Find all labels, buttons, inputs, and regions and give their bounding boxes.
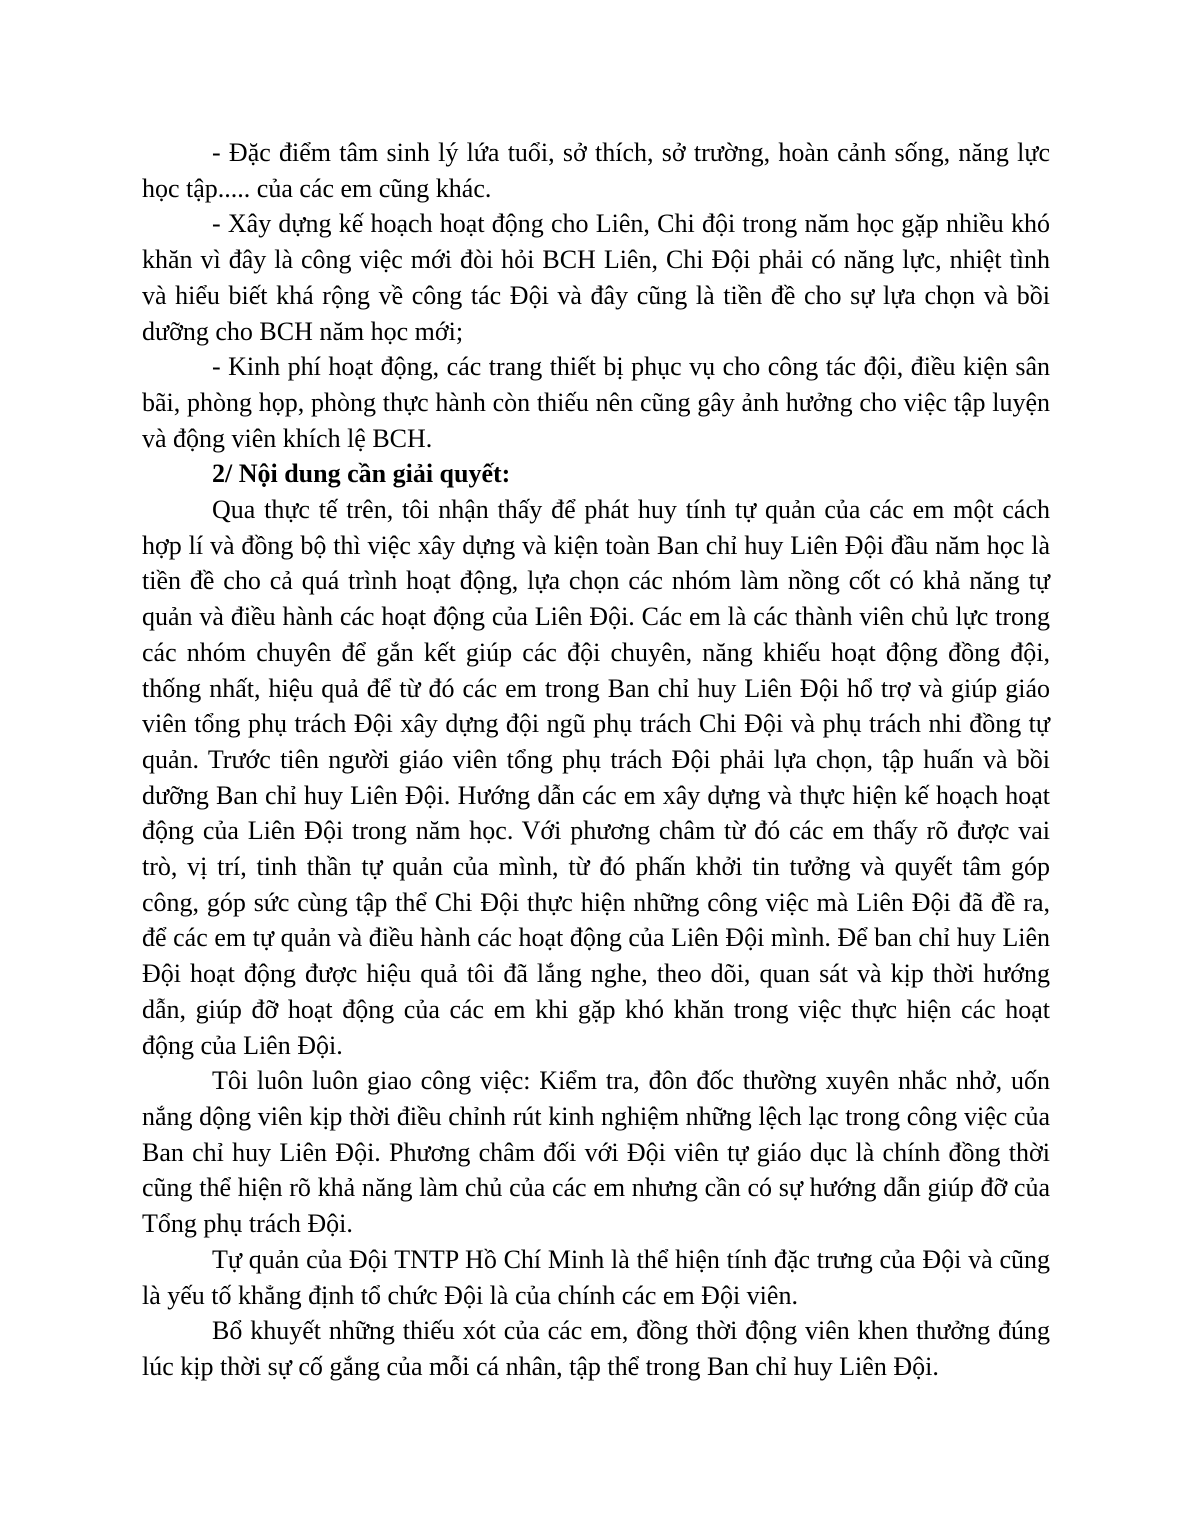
paragraph-activity-planning: - Xây dựng kế hoạch hoạt động cho Liên, Chi đội trong năm học gặp nhiều khó khăn vì đây là công việc mới đòi hỏi BCH Liên, Chi Đội phải có năng lực, nhiệt tình và hiểu biết khá rộng về công tác Đội và đây cũng là tiền đề cho sự lựa chọn và bồi dưỡng cho BCH năm học mới; (142, 209, 1050, 346)
paragraph-encouragement: Bổ khuyết những thiếu xót của các em, đồng thời động viên khen thưởng đúng lúc kịp thời sự cố gắng của mỗi cá nhân, tập thể trong Ban chỉ huy Liên Đội. (142, 1316, 1050, 1381)
paragraph-task-supervision: Tôi luôn luôn giao công việc: Kiểm tra, đôn đốc thường xuyên nhắc nhở, uốn nắng dộng viên kịp thời điều chỉnh rút kinh nghiệm những lệch lạc trong công việc của Ban chỉ huy Liên Đội. Phương châm đối với Đội viên tự giáo dục là chính đồng thời cũng thể hiện rõ khả năng làm chủ của các em nhưng cần có sự hướng dẫn giúp đỡ của Tổng phụ trách Đội. (142, 1066, 1050, 1239)
paragraph-self-management-approach: Qua thực tế trên, tôi nhận thấy để phát huy tính tự quản của các em một cách hợp lí và đồng bộ thì việc xây dựng và kiện toàn Ban chỉ huy Liên Đội đầu năm học là tiền đề cho cả quá trình hoạt động, lựa chọn các nhóm làm nồng cốt có khả năng tự quản và điều hành các hoạt động của Liên Đội. Các em là các thành viên chủ lực trong các nhóm chuyên để gắn kết giúp các đội chuyên, năng khiếu hoạt động đồng đội, thống nhất, hiệu quả để từ đó các em trong Ban chỉ huy Liên Đội hổ trợ và giúp giáo viên tổng phụ trách Đội xây dựng đội ngũ phụ trách Chi Đội và phụ trách nhi đồng tự quản. Trước tiên người giáo viên tổng phụ trách Đội phải lựa chọn, tập huấn và bồi dưỡng Ban chỉ huy Liên Đội. Hướng dẫn các em xây dựng và thực hiện kế hoạch hoạt động của Liên Đội trong năm học. Với phương châm từ đó các em thấy rõ được vai trò, vị trí, tinh thần tự quản của mình, từ đó phấn khởi tin tưởng và quyết tâm góp công, góp sức cùng tập thể Chi Đội thực hiện những công việc mà Liên Đội đã đề ra, để các em tự quản và điều hành các hoạt động của Liên Đội mình. Để ban chỉ huy Liên Đội hoạt động được hiệu quả tôi đã lắng nghe, theo dõi, quan sát và kịp thời hướng dẫn, giúp đỡ hoạt động của các em khi gặp khó khăn trong việc thực hiện các hoạt động của Liên Đội. (142, 495, 1050, 1060)
paragraph-self-management-definition: Tự quản của Đội TNTP Hồ Chí Minh là thể hiện tính đặc trưng của Đội và cũng là yếu tố khẳng định tổ chức Đội là của chính các em Đội viên. (142, 1244, 1050, 1310)
section-heading: 2/ Nội dung cần giải quyết: (212, 459, 511, 489)
paragraph-funding-equipment: - Kinh phí hoạt động, các trang thiết bị phục vụ cho công tác đội, điều kiện sân bãi, phòng họp, phòng thực hành còn thiếu nên cũng gây ảnh hưởng cho việc tập luyện và động viên khích lệ BCH. (142, 352, 1050, 453)
paragraph-student-characteristics: - Đặc điểm tâm sinh lý lứa tuổi, sở thích, sở trường, hoàn cảnh sống, năng lực học tập..... của các em cũng khác. (142, 138, 1050, 203)
document-page (142, 135, 1050, 1385)
